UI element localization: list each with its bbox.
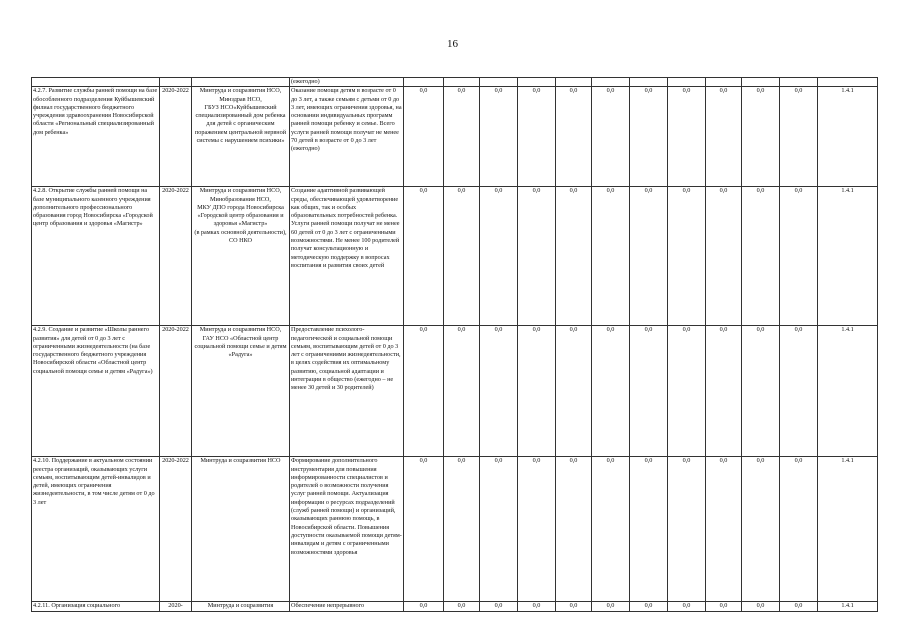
cell-amount-text: 0,0 xyxy=(569,602,578,610)
cell-amount-text: 0,0 xyxy=(606,326,615,334)
cell-amount-text: 0,0 xyxy=(532,326,541,334)
cell-amount-text: 0,0 xyxy=(606,602,615,610)
cell-term xyxy=(160,602,192,611)
cell-amount-text: 0,0 xyxy=(682,326,691,334)
cell-amount-text: 0,0 xyxy=(419,457,428,465)
cell-amount-text: 0,0 xyxy=(419,87,428,95)
cell-result-text: Обеспечение непрерывного xyxy=(291,602,365,610)
table-row xyxy=(32,602,878,611)
cell-amount-text: 0,0 xyxy=(606,87,615,95)
cell-amount xyxy=(404,457,444,602)
cell-amount xyxy=(668,457,706,602)
cell-amount xyxy=(742,326,780,457)
cell-amount xyxy=(592,87,630,187)
cell-result: (ежегодно) xyxy=(290,78,404,87)
cell-amount xyxy=(706,187,742,326)
cell-executor-text: Минтруда и соцразвития xyxy=(207,602,274,610)
cell-name xyxy=(32,326,160,457)
cell-amount xyxy=(480,457,518,602)
cell-amount xyxy=(630,602,668,611)
cell-amount xyxy=(742,187,780,326)
cell-result-text: Формирование дополнительного инструментария для повышения информированности специалистов и родителей о возможности получения услуг ранней помощи. Актуализация информации о ресурсах подразделений (служб ранней помощи) и организаций, оказывающих раннюю помощь, в Новосибирской области. Повышения доступности оказываемой помощи детям-инвалидам и детям с ограниченными возможностями здоровья xyxy=(291,457,402,556)
cell-term-text: 2020-2022 xyxy=(162,457,189,465)
cell-name xyxy=(32,87,160,187)
cell-amount xyxy=(780,457,818,602)
cell-amount-text: 0,0 xyxy=(644,602,653,610)
cell-amount-text: 0,0 xyxy=(419,326,428,334)
cell-amount xyxy=(742,457,780,602)
cell-amount-text: 0,0 xyxy=(756,187,765,195)
cell-name-text: 4.2.11. Организация социального xyxy=(33,602,121,610)
cell-result xyxy=(290,457,404,602)
cell-indicator-code xyxy=(818,87,878,187)
cell-amount-text: 0,0 xyxy=(794,602,803,610)
cell-amount xyxy=(518,457,556,602)
cell-amount xyxy=(592,187,630,326)
cell-amount xyxy=(706,87,742,187)
cell-amount-text: 0,0 xyxy=(494,87,503,95)
cell-amount-text: 0,0 xyxy=(569,457,578,465)
cell-amount-text: 0,0 xyxy=(606,187,615,195)
cell-amount xyxy=(518,87,556,187)
cell-term xyxy=(160,78,192,87)
cell-amount-text: 0,0 xyxy=(457,602,466,610)
cell-amount xyxy=(592,457,630,602)
cell-indicator-code xyxy=(818,187,878,326)
cell-executor xyxy=(192,602,290,611)
page-number: 16 xyxy=(447,38,458,50)
cell-name-text: 4.2.10. Поддержание в актуальном состоянии реестра организаций, оказывающих услуги семьям, воспитывающим детей-инвалидов и детей, имеющих ограничения жизнедеятельности, в том числе детям от 0 до 3 лет xyxy=(33,457,155,506)
cell-amount xyxy=(780,187,818,326)
cell-amount xyxy=(592,602,630,611)
cell-amount xyxy=(480,326,518,457)
cell-amount xyxy=(630,457,668,602)
cell-amount xyxy=(480,187,518,326)
cell-indicator-code xyxy=(818,457,878,602)
cell-result xyxy=(290,187,404,326)
cell-amount-text: 0,0 xyxy=(719,326,728,334)
cell-amount-text: 0,0 xyxy=(494,187,503,195)
cell-name-text: 4.2.7. Развитие службы ранней помощи на базе обособленного подразделения Куйбышевский филиал государственного бюджетного учреждения здравоохранения Новосибирской области «Региональный специализированный дом ребенка» xyxy=(33,87,158,136)
cell-name xyxy=(32,78,160,87)
cell-amount xyxy=(518,602,556,611)
cell-amount-text: 0,0 xyxy=(756,326,765,334)
cell-indicator-code xyxy=(818,602,878,611)
cell-amount-text: 0,0 xyxy=(606,457,615,465)
cell-result-text: Оказание помощи детям в возрасте от 0 до 3 лет, а также семьям с детьми от 0 до 3 лет, имеющих ограничения здоровья, на основании индивидуальных программ ранней помощи ребенку и семье. Всего услуги ранней помощи получат не менее 70 детей в возрасте от 0 до 3 лет (ежегодно) xyxy=(291,87,402,153)
cell-amount xyxy=(404,326,444,457)
cell-indicator-code-text: 1.4.1 xyxy=(841,326,854,334)
cell-amount-text: 0,0 xyxy=(756,457,765,465)
cell-amount-text: 0,0 xyxy=(756,602,765,610)
cell-amount-text: 0,0 xyxy=(494,326,503,334)
cell-amount-text: 0,0 xyxy=(457,457,466,465)
cell-amount xyxy=(706,457,742,602)
cell-amount xyxy=(742,602,780,611)
cell-amount-text: 0,0 xyxy=(644,457,653,465)
cell-amount xyxy=(630,187,668,326)
cell-amount xyxy=(444,602,480,611)
cell-amount xyxy=(630,326,668,457)
cell-amount-text: 0,0 xyxy=(457,87,466,95)
cell-amount-text: 0,0 xyxy=(794,326,803,334)
cell-amount-text: 0,0 xyxy=(794,87,803,95)
cell-term xyxy=(160,457,192,602)
cell-amount xyxy=(780,602,818,611)
cell-amount-text: 0,0 xyxy=(457,326,466,334)
cell-executor xyxy=(192,187,290,326)
cell-amount-text: 0,0 xyxy=(719,187,728,195)
cell-amount xyxy=(444,326,480,457)
cell-amount-text: 0,0 xyxy=(719,457,728,465)
cell-amount-text: 0,0 xyxy=(419,187,428,195)
cell-amount-text: 0,0 xyxy=(494,457,503,465)
cell-term-text: 2020-2022 xyxy=(162,187,189,195)
cell-amount-text: 0,0 xyxy=(794,187,803,195)
cell-amount-text: 0,0 xyxy=(494,602,503,610)
cell-amount-text: 0,0 xyxy=(457,187,466,195)
cell-amount-text: 0,0 xyxy=(644,326,653,334)
cell-amount xyxy=(780,87,818,187)
cell-amount-text: 0,0 xyxy=(682,187,691,195)
cell-amount-text: 0,0 xyxy=(682,87,691,95)
cell-amount xyxy=(668,187,706,326)
cell-executor xyxy=(192,457,290,602)
cell-amount-text: 0,0 xyxy=(419,602,428,610)
cell-amount xyxy=(404,87,444,187)
cell-indicator-code-text: 1.4.1 xyxy=(841,602,854,610)
cell-amount xyxy=(556,87,592,187)
cell-amount xyxy=(480,602,518,611)
cell-executor-text: Минтруда и соцразвития НСО, Минздрав НСО, ГБУЗ НСО«Куйбышевский специализированный дом ребенка для детей с органическим поражением центральной нервной системы с нарушением психики» xyxy=(194,87,287,145)
cell-amount xyxy=(706,326,742,457)
cell-amount-text: 0,0 xyxy=(569,187,578,195)
cell-executor xyxy=(192,87,290,187)
cell-indicator-code-text: 1.4.1 xyxy=(841,87,854,95)
cell-name xyxy=(32,187,160,326)
cell-executor-text: Минтруда и соцразвития НСО xyxy=(200,457,281,465)
cell-term xyxy=(160,326,192,457)
cell-result xyxy=(290,87,404,187)
cell-term-text: 2020-2022 xyxy=(162,326,189,334)
cell-amount-text: 0,0 xyxy=(569,87,578,95)
cell-name-text: 4.2.9. Создание и развитие «Школы раннего развития» для детей от 0 до 3 лет с ограниченными жизнедеятельности (на базе государственного бюджетного учреждения Новосибирской области «Областной центр социальной помощи семье и детям «Радуга») xyxy=(33,326,153,375)
cell-term-text: 2020- xyxy=(168,602,183,610)
cell-name xyxy=(32,602,160,611)
cell-amount xyxy=(556,602,592,611)
table-row xyxy=(32,326,878,457)
cell-amount xyxy=(556,326,592,457)
cell-result-text: Создание адаптивной развивающей среды, обеспечивающей удовлетворение как общих, так и особых образовательных потребностей ребенка. Услуги ранней помощи получат не менее 60 детей от 0 до 3 лет с ограниченными возможностями. Не менее 100 родителей получат консультационную и методическую поддержку в вопросах воспитания и развития своих детей xyxy=(291,187,400,269)
cell-amount xyxy=(556,457,592,602)
cell-amount xyxy=(518,187,556,326)
cell-amount-text: 0,0 xyxy=(532,187,541,195)
cell-amount xyxy=(518,326,556,457)
cell-amount xyxy=(444,457,480,602)
cell-amount-text: 0,0 xyxy=(569,326,578,334)
cell-amount xyxy=(480,87,518,187)
table-row xyxy=(32,87,878,187)
cell-name-text: 4.2.8. Открытие службы ранней помощи на базе муниципального казенного учреждения дополнительного профессионального образования город Новосибирска «Городской центр образования и здоровья «Магистр» xyxy=(33,187,153,228)
cell-executor-text: Минтруда и соцразвития НСО, ГАУ НСО «Областной центр социальной помощи семье и детям «Радуга» xyxy=(194,326,287,359)
cell-amount xyxy=(780,326,818,457)
cell-amount-text: 0,0 xyxy=(682,457,691,465)
table-row xyxy=(32,187,878,326)
cell-amount-text: 0,0 xyxy=(719,602,728,610)
cell-result-text: Предоставление психолого-педагогической и социальной помощи семьям, воспитывающим детей от 0 до 3 лет с ограничениями жизнедеятельности, в целях содействия их оптимальному развитию, социальной адаптации и интеграции в общество (ежегодно – не менее 30 детей и 30 родителей) xyxy=(291,326,401,392)
cell-result xyxy=(290,326,404,457)
cell-amount xyxy=(592,326,630,457)
measures-table xyxy=(31,77,878,612)
cell-indicator-code-text: 1.4.1 xyxy=(841,457,854,465)
cell-amount-text: 0,0 xyxy=(644,187,653,195)
cell-amount-text: 0,0 xyxy=(532,457,541,465)
table-row-continued xyxy=(32,78,878,87)
cell-amount-text: 0,0 xyxy=(644,87,653,95)
cell-amount-text: 0,0 xyxy=(794,457,803,465)
cell-executor xyxy=(192,326,290,457)
cell-amount-text: 0,0 xyxy=(532,602,541,610)
cell-executor xyxy=(192,78,290,87)
cell-amount xyxy=(444,87,480,187)
cell-amount-text: 0,0 xyxy=(719,87,728,95)
cell-amount xyxy=(404,602,444,611)
cell-amount xyxy=(668,87,706,187)
cell-amount-text: 0,0 xyxy=(756,87,765,95)
cell-indicator-code xyxy=(818,326,878,457)
cell-amount xyxy=(404,187,444,326)
cell-result xyxy=(290,602,404,611)
cell-amount xyxy=(444,187,480,326)
cell-amount xyxy=(706,602,742,611)
cell-term-text: 2020-2022 xyxy=(162,87,189,95)
cell-amount xyxy=(742,87,780,187)
cell-amount xyxy=(668,602,706,611)
table-row xyxy=(32,457,878,602)
cell-amount xyxy=(630,87,668,187)
cell-amount xyxy=(556,187,592,326)
cell-indicator-code-text: 1.4.1 xyxy=(841,187,854,195)
cell-name xyxy=(32,457,160,602)
cell-executor-text: Минтруда и соцразвития НСО, Минобразования НСО, МКУ ДПО города Новосибирска «Городской центр образования и здоровья «Магистр» (в рамках основной деятельности), СО НКО xyxy=(194,187,287,245)
cell-term xyxy=(160,187,192,326)
cell-amount xyxy=(668,326,706,457)
cell-amount-text: 0,0 xyxy=(532,87,541,95)
cell-amount-text: 0,0 xyxy=(682,602,691,610)
cell-term xyxy=(160,87,192,187)
